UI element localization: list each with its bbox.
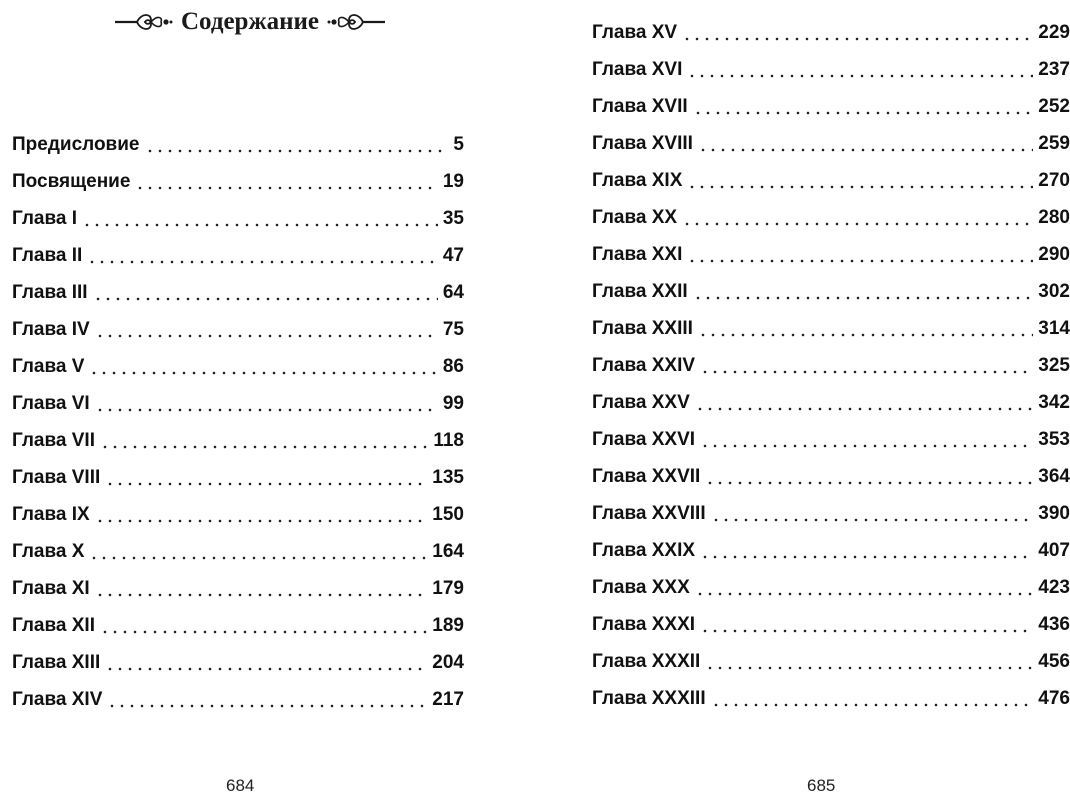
toc-entry — [12, 311, 464, 348]
dot-leader — [87, 246, 438, 265]
dot-leader — [145, 135, 449, 154]
toc-entry-label: Глава X — [12, 540, 85, 562]
dot-leader — [700, 615, 1033, 634]
dot-leader — [705, 652, 1033, 671]
toc-entry-page: 456 — [1038, 650, 1070, 672]
dot-leader — [695, 393, 1034, 412]
toc-entry-page: 164 — [432, 540, 464, 562]
toc-entry-page: 75 — [442, 318, 464, 340]
toc-entry-page: 423 — [1038, 576, 1070, 598]
dot-leader — [698, 134, 1033, 153]
toc-entry-page: 150 — [432, 503, 464, 525]
toc-entry-page: 353 — [1038, 428, 1070, 450]
toc-entry — [12, 348, 464, 385]
toc-entry — [592, 273, 1070, 310]
toc-entry-label: Глава IV — [12, 318, 90, 340]
toc-entry — [12, 533, 464, 570]
toc-entry — [592, 162, 1070, 199]
toc-list-left — [12, 126, 464, 718]
toc-entry-label: Глава XVI — [592, 58, 683, 80]
dot-leader — [89, 542, 427, 561]
toc-entry-label: Глава XXV — [592, 391, 690, 413]
toc-entry-page: 407 — [1038, 539, 1070, 561]
toc-entry-page: 314 — [1038, 317, 1070, 339]
toc-entry-label: Глава XVII — [592, 95, 688, 117]
toc-entry-page: 5 — [453, 133, 464, 155]
dot-leader — [700, 430, 1033, 449]
toc-entry-label: Глава XXIV — [592, 354, 696, 376]
toc-entry — [592, 680, 1070, 717]
dot-leader — [693, 97, 1034, 116]
toc-entry-page: 476 — [1038, 687, 1070, 709]
toc-entry-page: 35 — [442, 207, 464, 229]
toc-entry-page: 290 — [1038, 243, 1070, 265]
dot-leader — [100, 616, 427, 635]
page-title: Содержание — [180, 8, 319, 35]
toc-entry-page: 86 — [442, 355, 464, 377]
toc-entry — [12, 200, 464, 237]
dot-leader — [693, 282, 1034, 301]
toc-entry-page: 99 — [442, 392, 464, 414]
toc-entry — [12, 126, 464, 163]
toc-entry-label: Глава XXII — [592, 280, 688, 302]
toc-entry-label: Глава VI — [12, 392, 90, 414]
dot-leader — [95, 579, 428, 598]
toc-entry-label: Глава V — [12, 355, 85, 377]
toc-entry-page: 280 — [1038, 206, 1070, 228]
toc-entry — [592, 14, 1070, 51]
toc-entry — [592, 532, 1070, 569]
dot-leader — [700, 541, 1033, 560]
toc-entry — [12, 385, 464, 422]
toc-entry-label: Глава III — [12, 281, 88, 303]
dot-leader — [698, 319, 1033, 338]
toc-entry-page: 64 — [442, 281, 464, 303]
toc-entry-label: Глава XXI — [592, 243, 683, 265]
toc-entry-page: 47 — [442, 244, 464, 266]
dot-leader — [711, 504, 1034, 523]
dot-leader — [687, 245, 1033, 264]
toc-entry — [592, 236, 1070, 273]
toc-entry-label: Глава II — [12, 244, 83, 266]
toc-entry-label: Глава XXXIII — [592, 687, 706, 709]
toc-entry-page: 118 — [433, 429, 464, 451]
toc-entry-label: Глава XXVII — [592, 465, 701, 487]
dot-leader — [95, 505, 428, 524]
dot-leader — [82, 209, 438, 228]
toc-entry-label: Глава XXVIII — [592, 502, 706, 524]
toc-entry — [592, 606, 1070, 643]
dot-leader — [695, 578, 1034, 597]
dot-leader — [105, 468, 427, 487]
right-page — [528, 0, 1070, 812]
toc-entry-label: Глава XIV — [12, 688, 103, 710]
toc-entry-page: 252 — [1038, 95, 1070, 117]
dot-leader — [95, 320, 438, 339]
toc-entry-page: 204 — [432, 651, 464, 673]
flourish-icon — [115, 9, 173, 35]
toc-entry — [12, 681, 464, 718]
toc-entry-label: Глава XVIII — [592, 132, 693, 154]
contents-heading — [60, 8, 440, 36]
dot-leader — [705, 467, 1033, 486]
toc-entry-label: Предисловие — [12, 133, 140, 155]
toc-entry-label: Глава XV — [592, 21, 678, 43]
toc-entry — [592, 51, 1070, 88]
toc-entry-label: Глава I — [12, 207, 78, 229]
toc-entry-page: 302 — [1038, 280, 1070, 302]
toc-entry — [592, 643, 1070, 680]
dot-leader — [93, 283, 438, 302]
toc-entry-page: 436 — [1038, 613, 1070, 635]
toc-entry-page: 189 — [432, 614, 464, 636]
toc-entry-page: 19 — [442, 170, 464, 192]
toc-entry-page: 364 — [1038, 465, 1070, 487]
toc-entry-label: Глава XXIX — [592, 539, 696, 561]
toc-entry-label: Глава XX — [592, 206, 678, 228]
dot-leader — [105, 653, 427, 672]
toc-entry-page: 325 — [1038, 354, 1070, 376]
toc-entry-page: 270 — [1038, 169, 1070, 191]
toc-entry-page: 135 — [432, 466, 464, 488]
dot-leader — [682, 23, 1033, 42]
toc-entry-label: Глава IX — [12, 503, 90, 525]
toc-entry — [592, 569, 1070, 606]
toc-entry — [12, 570, 464, 607]
toc-entry — [592, 458, 1070, 495]
toc-entry — [12, 163, 464, 200]
page-number: 684 — [226, 776, 255, 795]
toc-entry — [12, 422, 464, 459]
toc-entry-label: Глава XXXI — [592, 613, 696, 635]
toc-entry-page: 390 — [1038, 502, 1070, 524]
toc-entry-label: Глава VII — [12, 429, 95, 451]
toc-entry — [12, 496, 464, 533]
toc-entry-page: 342 — [1038, 391, 1070, 413]
toc-entry — [12, 459, 464, 496]
dot-leader — [682, 208, 1033, 227]
dot-leader — [135, 172, 437, 191]
dot-leader — [100, 431, 428, 450]
toc-list-right — [592, 14, 1070, 717]
toc-entry-label: Глава XI — [12, 577, 90, 599]
page-number: 685 — [807, 776, 836, 795]
toc-entry-label: Глава VIII — [12, 466, 101, 488]
toc-entry-label: Глава XII — [12, 614, 95, 636]
toc-entry — [592, 310, 1070, 347]
toc-entry-label: Посвящение — [12, 170, 131, 192]
toc-entry-label: Глава XXX — [592, 576, 690, 598]
toc-entry-page: 259 — [1038, 132, 1070, 154]
toc-entry — [12, 274, 464, 311]
toc-entry — [592, 88, 1070, 125]
toc-entry-label: Глава XXXII — [592, 650, 701, 672]
toc-entry — [12, 237, 464, 274]
toc-entry-label: Глава XIX — [592, 169, 683, 191]
toc-entry-page: 229 — [1038, 21, 1070, 43]
toc-entry — [12, 644, 464, 681]
toc-entry — [592, 347, 1070, 384]
left-page — [0, 0, 528, 812]
flourish-icon — [327, 9, 385, 35]
toc-entry-label: Глава XXIII — [592, 317, 693, 339]
toc-entry-page: 217 — [432, 688, 464, 710]
toc-entry — [592, 199, 1070, 236]
dot-leader — [95, 394, 438, 413]
toc-entry — [592, 421, 1070, 458]
toc-entry-label: Глава XXVI — [592, 428, 696, 450]
toc-entry — [592, 384, 1070, 421]
toc-entry — [592, 125, 1070, 162]
toc-entry — [592, 495, 1070, 532]
toc-entry-label: Глава XIII — [12, 651, 101, 673]
dot-leader — [700, 356, 1033, 375]
toc-entry-page: 237 — [1038, 58, 1070, 80]
toc-entry — [12, 607, 464, 644]
dot-leader — [687, 171, 1033, 190]
dot-leader — [89, 357, 437, 376]
dot-leader — [711, 689, 1034, 708]
toc-entry-page: 179 — [432, 577, 464, 599]
dot-leader — [107, 690, 427, 709]
dot-leader — [687, 60, 1033, 79]
